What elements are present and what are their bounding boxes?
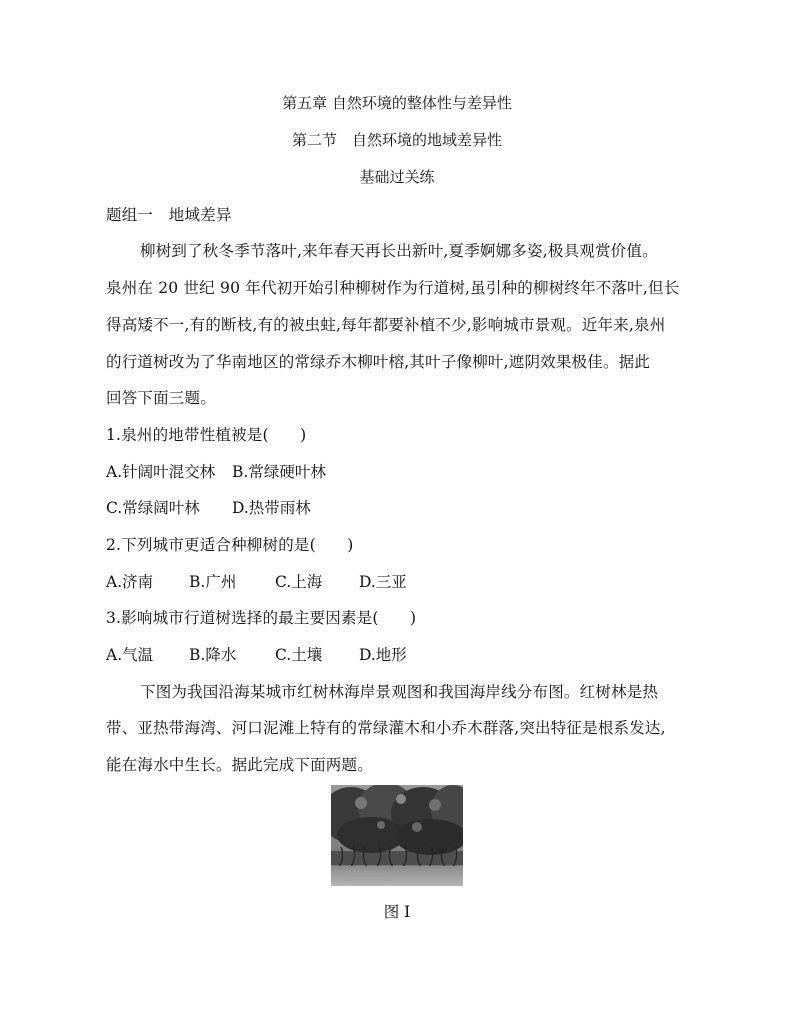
passage-line: 得高矮不一,有的断枝,有的被虫蛀,每年都要补植不少,影响城市景观。近年来,泉州 bbox=[106, 316, 666, 334]
passage-line: 泉州在 20 世纪 90 年代初开始引种柳树作为行道树,虽引种的柳树终年不落叶,但长 bbox=[106, 279, 680, 297]
question-stem: 2.下列城市更适合种柳树的是( ) bbox=[106, 536, 354, 554]
question-stem: 3.影响城市行道树选择的最主要因素是( ) bbox=[106, 609, 417, 627]
mangrove-photo bbox=[331, 785, 463, 886]
option-c: C.土壤 bbox=[275, 646, 323, 664]
figure-caption: 图 I bbox=[383, 903, 411, 921]
section-title: 第二节 自然环境的地域差异性 bbox=[291, 131, 502, 149]
exercise-subtitle: 基础过关练 bbox=[359, 168, 435, 186]
option-a: A.济南 bbox=[106, 573, 154, 591]
option-d: D.三亚 bbox=[359, 573, 407, 591]
option-a: A.针阔叶混交林 bbox=[106, 463, 216, 481]
passage-line: 柳树到了秋冬季节落叶,来年春天再长出新叶,夏季婀娜多姿,极具观赏价值。 bbox=[140, 242, 658, 260]
option-b: B.降水 bbox=[189, 646, 237, 664]
option-a: A.气温 bbox=[106, 646, 154, 664]
passage-line: 的行道树改为了华南地区的常绿乔木柳叶榕,其叶子像柳叶,遮阴效果极佳。据此 bbox=[106, 353, 651, 371]
passage2-line: 带、亚热带海湾、河口泥滩上特有的常绿灌木和小乔木群落,突出特征是根系发达, bbox=[106, 719, 666, 737]
question-stem: 1.泉州的地带性植被是( ) bbox=[106, 426, 307, 444]
passage2-line: 能在海水中生长。据此完成下面两题。 bbox=[106, 756, 373, 774]
option-b: B.广州 bbox=[189, 573, 237, 591]
option-c: C.上海 bbox=[275, 573, 323, 591]
option-b: B.常绿硬叶林 bbox=[232, 463, 326, 481]
option-c: C.常绿阔叶林 bbox=[106, 499, 200, 517]
passage-line: 回答下面三题。 bbox=[106, 389, 216, 407]
passage2-line: 下图为我国沿海某城市红树林海岸景观图和我国海岸线分布图。红树林是热 bbox=[140, 683, 659, 701]
option-d: D.地形 bbox=[359, 646, 407, 664]
chapter-title: 第五章 自然环境的整体性与差异性 bbox=[282, 94, 512, 112]
group-title: 题组一 地域差异 bbox=[106, 206, 232, 224]
option-d: D.热带雨林 bbox=[232, 499, 311, 517]
